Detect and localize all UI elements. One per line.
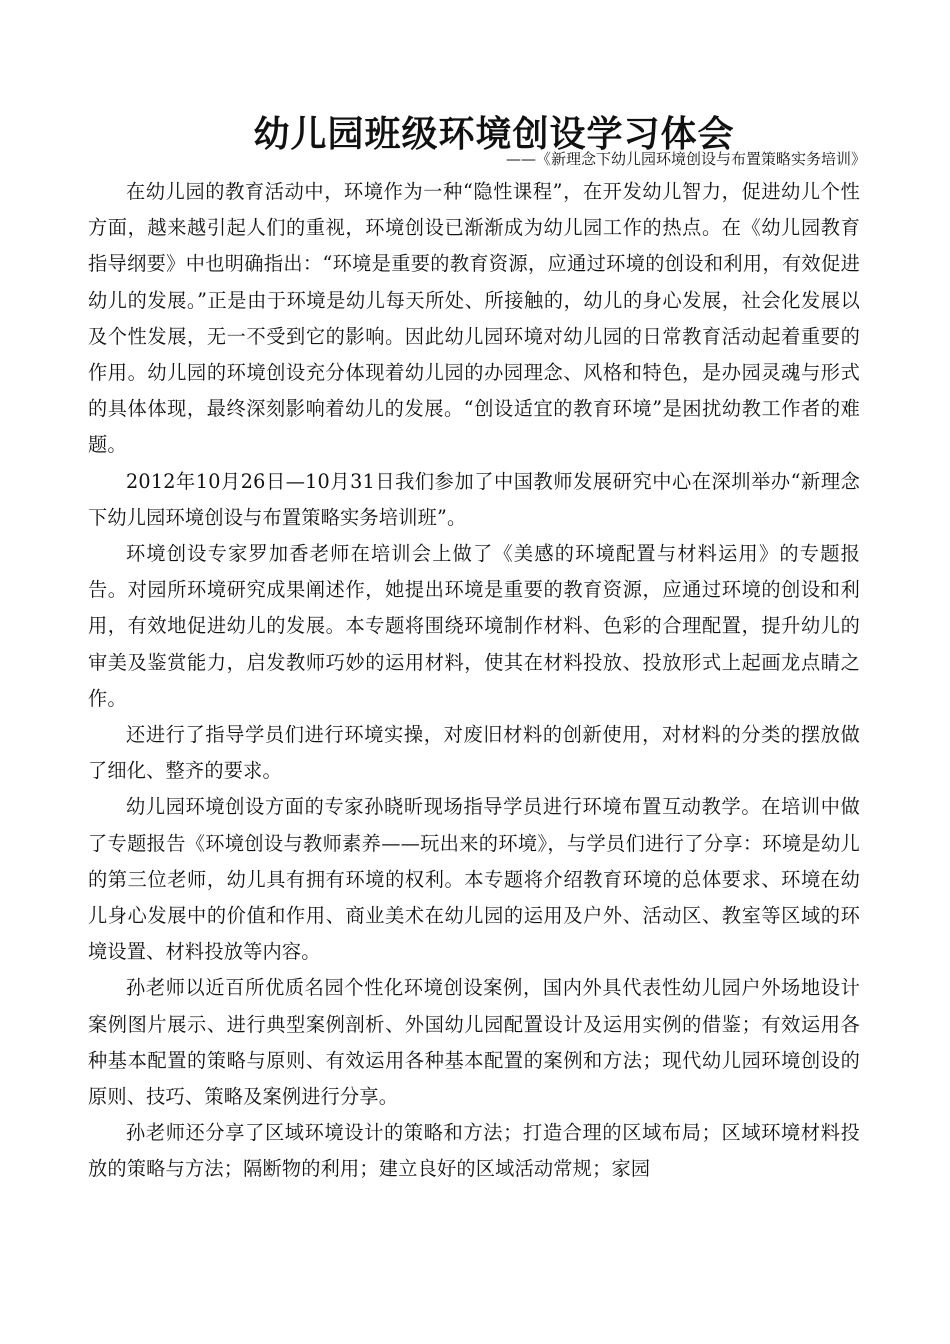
paragraph-luo-report: 环境创设专家罗加香老师在培训会上做了《美感的环境配置与材料运用》的专题报告。对园所环境研究成果阐述作，她提出环境是重要的教育资源，应通过环境的创设和利用，有效地促进幼儿的发展。本专题将围绕环境制作材料、色彩的合理配置，提升幼儿的审美及鉴赏能力，启发教师巧妙的运用材料，使其在材料投放、投放形式上起画龙点睛之作。 [88,542,860,710]
document-title: 幼儿园班级环境创设学习体会 [253,114,735,155]
document-subtitle: ——《新理念下幼儿园环境创设与布置策略实务培训》 [505,150,866,168]
paragraph-sun-report: 幼儿园环境创设方面的专家孙晓昕现场指导学员进行环境布置互动教学。在培训中做了专题报告《环境创设与教师素养——玩出来的环境》，与学员们进行了分享：环境是幼儿的第三位老师，幼儿具有拥有环境的权利。本专题将介绍教育环境的总体要求、环境在幼儿身心发展中的价值和作用、商业美术在幼儿园的运用及户外、活动区、教室等区域的环境设置、材料投放等内容。 [88,795,860,964]
paragraph-practice: 还进行了指导学员们进行环境实操，对废旧材料的创新使用，对材料的分类的摆放做了细化、整齐的要求。 [88,723,860,783]
paragraph-sun-regional: 孙老师还分享了区域环境设计的策略和方法；打造合理的区域布局；区域环境材料投放的策略与方法；隔断物的利用；建立良好的区域活动常规；家园 [88,1121,860,1181]
paragraph-intro: 在幼儿园的教育活动中，环境作为一种“隐性课程”，在开发幼儿智力，促进幼儿个性方面，越来越引起人们的重视，环境创设已渐渐成为幼儿园工作的热点。在《幼儿园教育指导纲要》中也明确指出：“环境是重要的教育资源，应通过环境的创设和利用，有效促进幼儿的发展。”正是由于环境是幼儿每天所处、所接触的，幼儿的身心发展，社会化发展以及个性发展，无一不受到它的影响。因此幼儿园环境对幼儿园的日常教育活动起着重要的作用。幼儿园的环境创设充分体现着幼儿园的办园理念、风格和特色，是办园灵魂与形式的具体体现，最终深刻影响着幼儿的发展。“创设适宜的教育环境”是困扰幼教工作者的难题。 [88,180,860,457]
document-page [88,112,866,1188]
paragraph-sun-cases: 孙老师以近百所优质名园个性化环境创设案例，国内外具代表性幼儿园户外场地设计案例图片展示、进行典型案例剖析、外国幼儿园配置设计及运用实例的借鉴；有效运用各种基本配置的策略与原则、有效运用各种基本配置的案例和方法；现代幼儿园环境创设的原则、技巧、策略及案例进行分享。 [88,976,860,1109]
paragraph-training-dates: 2012年10月26日—10月31日我们参加了中国教师发展研究中心在深圳举办“新理念下幼儿园环境创设与布置策略实务培训班”。 [88,469,860,529]
